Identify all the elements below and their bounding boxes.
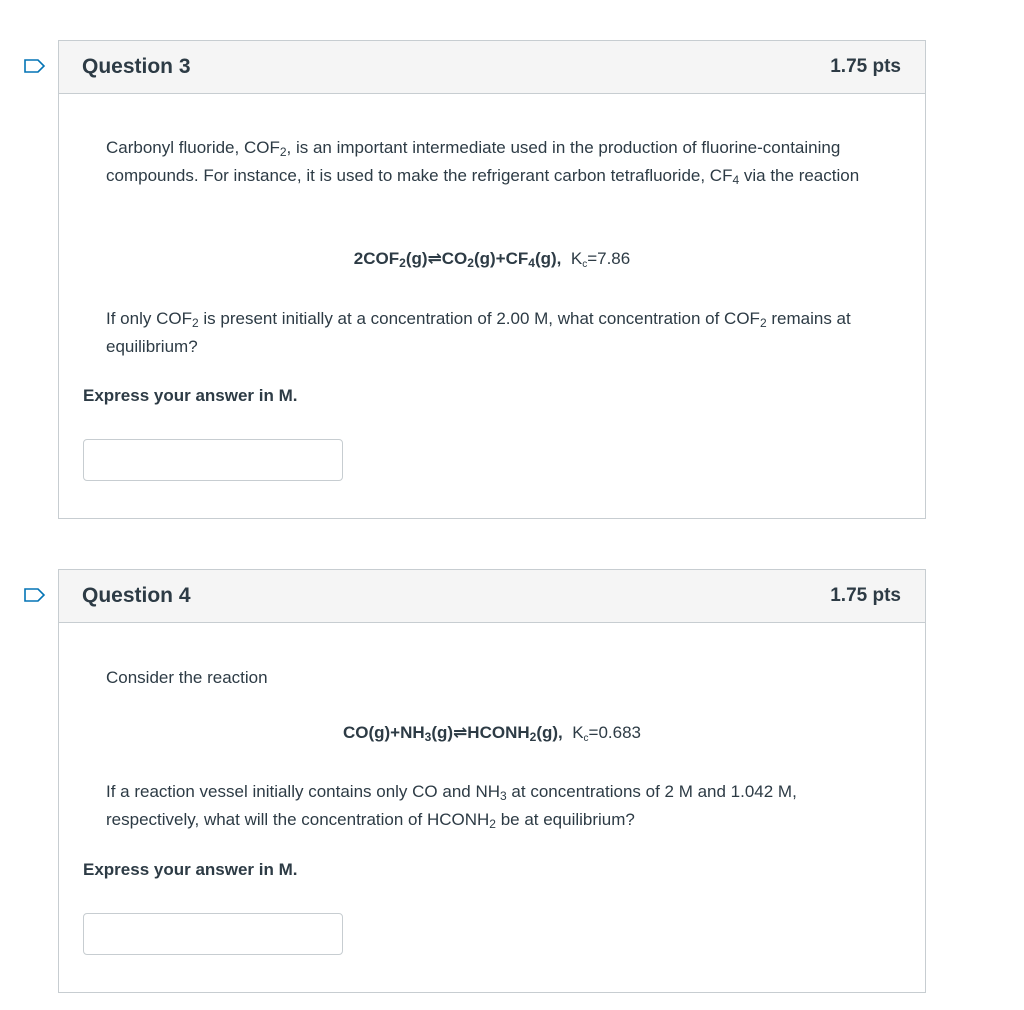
text-segment: via the reaction — [739, 166, 860, 185]
subscript: 3 — [500, 789, 507, 803]
formula-subscript: 4 — [528, 256, 535, 270]
flag-question-4-icon[interactable] — [24, 588, 46, 602]
subscript: 2 — [191, 316, 199, 330]
question-title: Question 3 — [82, 55, 191, 78]
answer-input[interactable] — [83, 913, 343, 955]
formula-segment: (g)⇌HCONH — [431, 723, 530, 742]
question-intro — [106, 134, 866, 190]
reaction-equation — [59, 249, 925, 269]
answer-input[interactable] — [83, 439, 343, 481]
text-segment: Carbonyl fluoride, COF — [106, 138, 280, 157]
text-segment: =7.86 — [587, 249, 631, 268]
question-header — [59, 41, 925, 94]
subscript: 2 — [759, 316, 767, 330]
question-points: 1.75 pts — [830, 585, 901, 606]
text-segment: at concentrations of 2 M and 1.042 M, respectively, what will the concentration of HCONH — [106, 782, 797, 829]
formula-subscript: 2 — [529, 730, 537, 744]
answer-instructions: Express your answer in M. — [83, 860, 298, 879]
question-header — [59, 570, 925, 623]
flag-question-3-icon[interactable] — [24, 59, 46, 73]
subscript: 2 — [279, 145, 287, 159]
formula-segment: 2COF — [353, 249, 400, 268]
formula-segment: CO(g)+NH — [342, 723, 425, 742]
formula-subscript: 3 — [424, 730, 432, 744]
formula-segment: (g)⇌CO — [405, 249, 468, 268]
text-segment: is present initially at a concentration of 2.00 M, what concentration of COF — [198, 309, 760, 328]
formula-segment: (g)+CF — [473, 249, 529, 268]
question-prompt — [106, 778, 866, 834]
text-segment: K — [561, 249, 583, 268]
question-prompt — [106, 305, 866, 361]
formula-subscript: 2 — [399, 256, 406, 270]
formula-segment: (g), — [534, 249, 562, 268]
text-segment: If a reaction vessel initially contains only CO and NH — [106, 782, 501, 801]
text-segment: remains at equilibrium? — [106, 309, 851, 356]
question-3 — [58, 40, 926, 519]
question-4 — [58, 569, 926, 993]
question-points: 1.75 pts — [830, 56, 901, 77]
text-segment: Consider the reaction — [106, 668, 268, 687]
kc-subscript: c — [582, 259, 588, 270]
question-title: Question 4 — [82, 584, 191, 607]
subscript: 4 — [732, 173, 740, 187]
text-segment: , is an important intermediate used in the production of fluorine-containing compounds. For instance, it is used to make the refrigerant carbon tetrafluoride, CF — [106, 138, 841, 185]
text-segment: If only COF — [106, 309, 192, 328]
formula-segment: (g), — [536, 723, 563, 742]
subscript: 2 — [489, 817, 496, 831]
text-segment: K — [562, 723, 584, 742]
reaction-equation — [59, 723, 925, 743]
kc-subscript: c — [583, 733, 589, 744]
answer-instructions: Express your answer in M. — [83, 386, 298, 405]
formula-subscript: 2 — [467, 256, 474, 270]
text-segment: =0.683 — [588, 723, 642, 742]
text-segment: be at equilibrium? — [495, 810, 635, 829]
question-intro — [106, 664, 866, 692]
